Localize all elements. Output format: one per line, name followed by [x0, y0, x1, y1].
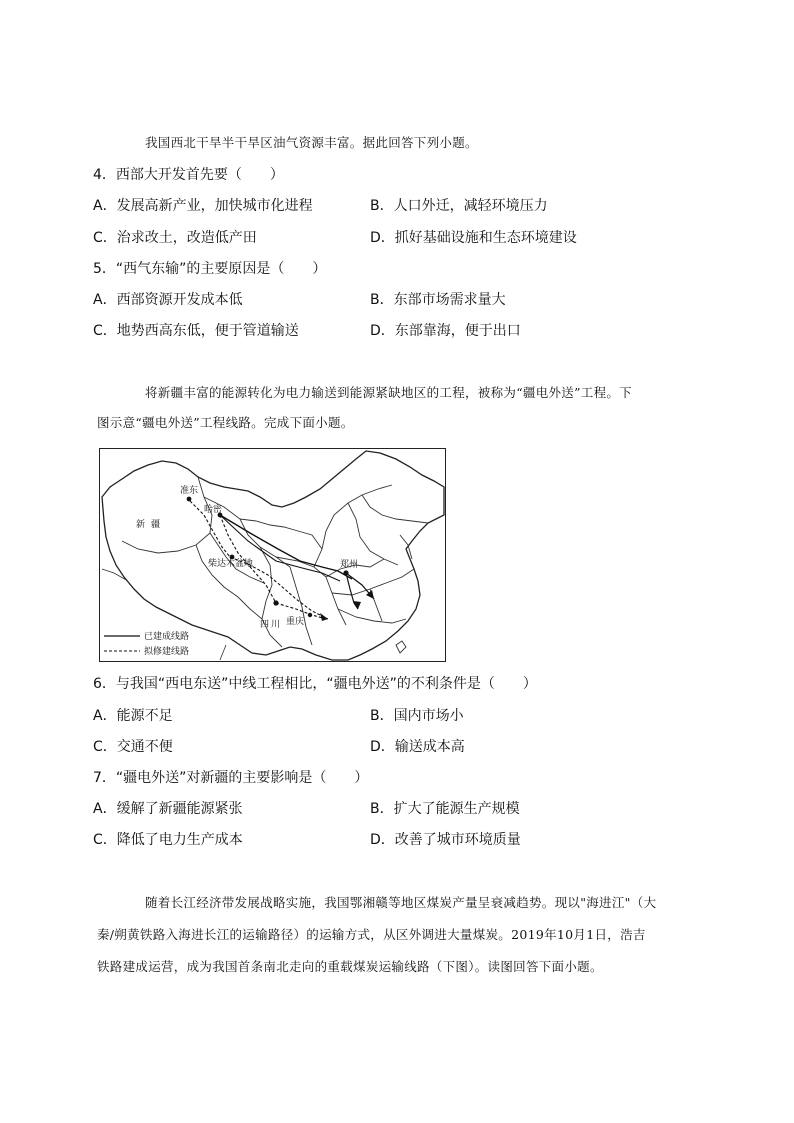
chongqing-point — [308, 613, 312, 617]
label-zhundong: 准东 — [180, 486, 199, 496]
question-6-option-d[interactable]: D．输送成本高 — [370, 739, 465, 755]
legend-planned: 拟修建线路 — [144, 647, 190, 657]
label-hami: 哈密 — [204, 505, 223, 515]
question-4-option-c[interactable]: C．治求改土，改造低产田 — [93, 230, 257, 246]
intro-power-line-2: 图示意“疆电外送”工程线路。完成下面小题。 — [97, 415, 354, 430]
question-5-stem: 5．“西气东输”的主要原因是（ ） — [93, 261, 327, 277]
label-qaidam: 柴达木盆地 — [208, 559, 254, 569]
question-7-option-b[interactable]: B．扩大了能源生产规模 — [370, 801, 520, 817]
intro-coal-line-2: 秦/朔黄铁路入海进长江的运输路径）的运输方式，从区外调进大量煤炭。2019年10月1日，浩吉 — [97, 927, 646, 942]
question-4-option-a[interactable]: A．发展高新产业，加快城市化进程 — [93, 198, 313, 214]
question-5-option-d[interactable]: D．东部靠海，便于出口 — [370, 323, 521, 339]
label-xinjiang: 新疆 — [136, 520, 167, 530]
question-7-option-d[interactable]: D．改善了城市环境质量 — [370, 832, 521, 848]
legend-built: 已建成线路 — [144, 632, 190, 642]
intro-oil-gas: 我国西北干旱半干旱区油气资源丰富。据此回答下列小题。 — [145, 135, 478, 150]
built-line-hami-zhengzhou — [220, 515, 352, 579]
question-7-option-c[interactable]: C．降低了电力生产成本 — [93, 832, 243, 848]
label-sichuan: 四川 — [260, 620, 283, 630]
question-4-option-b[interactable]: B．人口外迁，减轻环境压力 — [370, 198, 548, 214]
zhundong-point — [187, 497, 192, 502]
question-7-stem: 7．“疆电外送”对新疆的主要影响是（ ） — [93, 770, 369, 786]
power-transmission-map — [99, 448, 446, 662]
question-7-option-a[interactable]: A．缓解了新疆能源紧张 — [93, 801, 243, 817]
question-4-option-d[interactable]: D．抓好基础设施和生态环境建设 — [370, 230, 577, 246]
question-4-stem: 4．西部大开发首先要（ ） — [93, 167, 284, 183]
intro-coal-line-3: 铁路建成运营，成为我国首条南北走向的重载煤炭运输线路（下图）。读图回答下面小题。 — [97, 959, 603, 974]
label-chongqing: 重庆 — [286, 617, 305, 627]
question-6-option-b[interactable]: B．国内市场小 — [370, 708, 464, 724]
question-6-stem: 6．与我国“西电东送”中线工程相比，“疆电外送”的不利条件是（ ） — [93, 676, 537, 692]
label-zhengzhou: 郑州 — [340, 560, 359, 570]
intro-coal-line-1: 随着长江经济带发展战略实施，我国鄂湘赣等地区煤炭产量呈衰减趋势。现以"海进江"（大 — [145, 895, 657, 910]
question-6-option-a[interactable]: A．能源不足 — [93, 708, 173, 724]
sichuan-point — [273, 600, 278, 605]
question-6-option-c[interactable]: C．交通不便 — [93, 739, 173, 755]
question-5-option-b[interactable]: B．东部市场需求量大 — [370, 292, 506, 308]
zhengzhou-point — [343, 570, 348, 575]
intro-power-line-1: 将新疆丰富的能源转化为电力输送到能源紧缺地区的工程，被称为“疆电外送”工程。下 — [145, 385, 632, 400]
question-5-option-c[interactable]: C．地势西高东低，便于管道输送 — [93, 323, 299, 339]
question-5-option-a[interactable]: A．西部资源开发成本低 — [93, 292, 243, 308]
